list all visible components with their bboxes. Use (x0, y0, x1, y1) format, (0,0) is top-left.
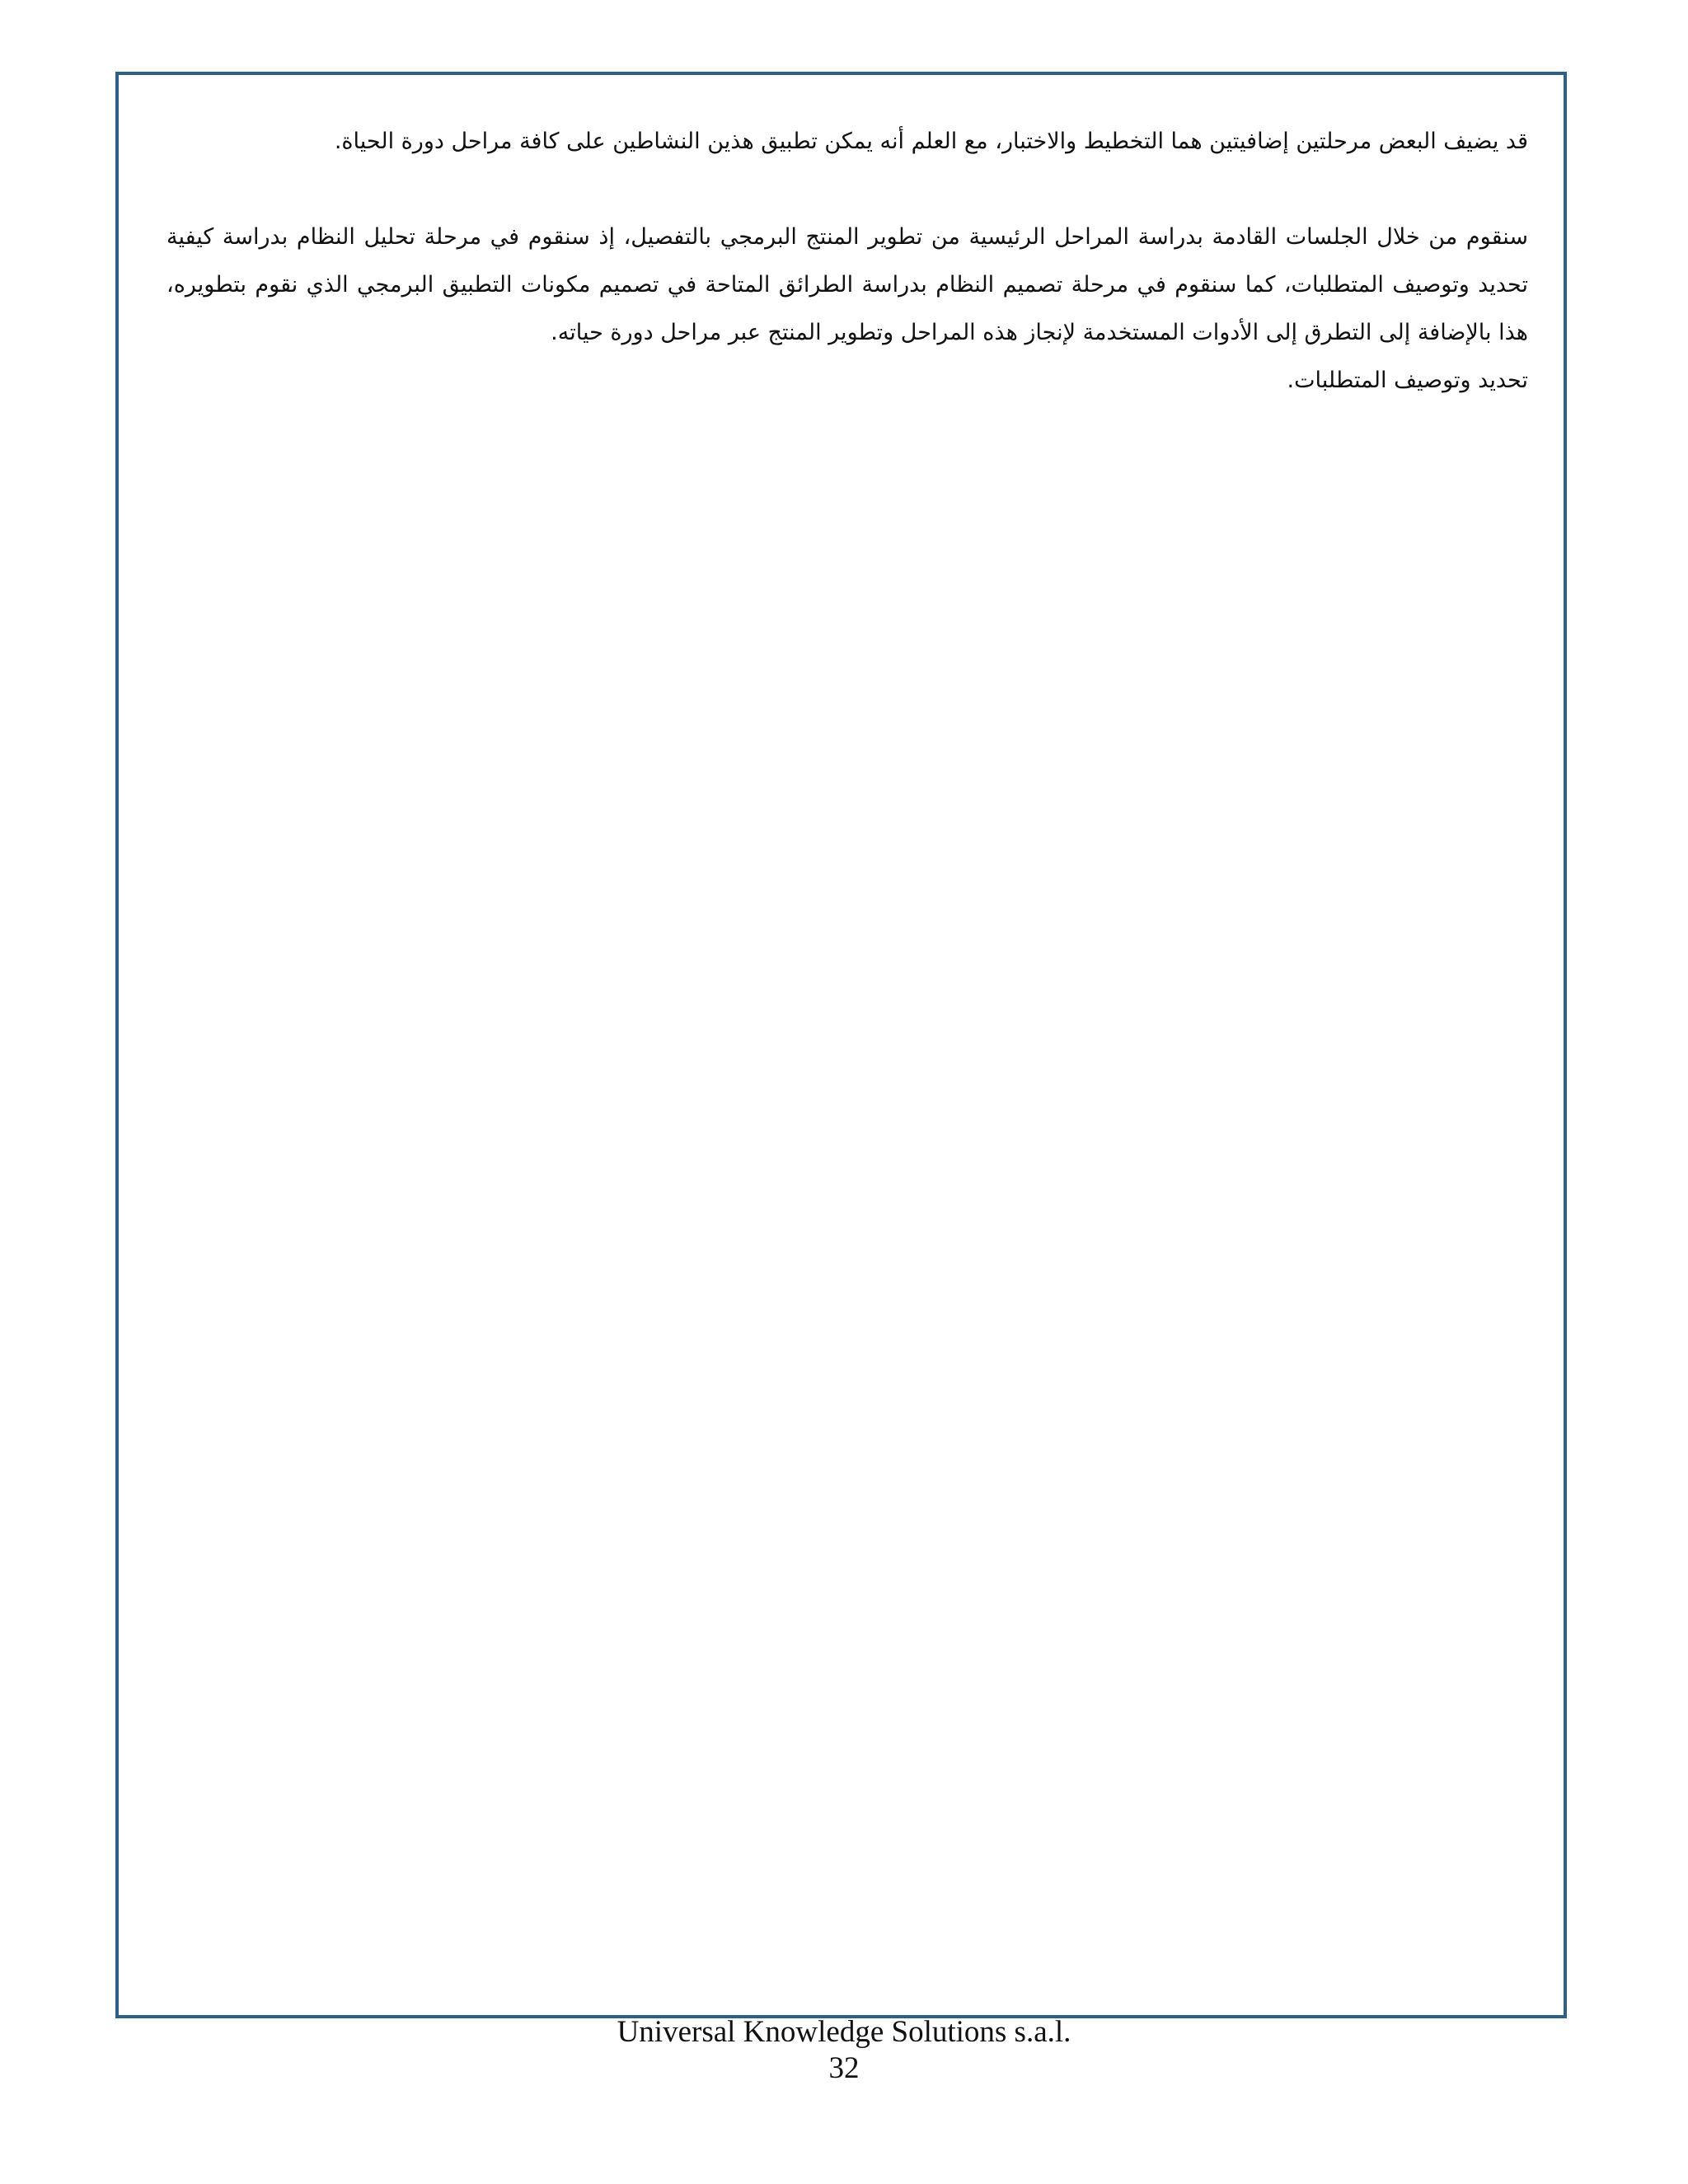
paragraph-additional-phases: قد يضيف البعض مرحلتين إضافيتين هما التخطيط والاختبار، مع العلم أنه يمكن تطبيق هذين النشاطين على كافة مراحل دورة الحياة. (334, 129, 1528, 154)
footer-company-name: Universal Knowledge Solutions s.a.l. (617, 2015, 1071, 2049)
document-body (166, 118, 1528, 405)
paragraph-upcoming-sessions: سنقوم من خلال الجلسات القادمة بدراسة المراحل الرئيسية من تطوير المنتج البرمجي بالتفصيل، إذ سنقوم في مرحلة تحليل النظام بدراسة كيفية تحديد وتوصيف المتطلبات، كما سنقوم في مرحلة تصميم النظام بدراسة الطرائق المتاحة في تصميم مكونات التطبيق البرمجي الذي نقوم بتطويره، هذا بالإضافة إلى التطرق إلى الأدوات المستخدمة لإنجاز هذه المراحل وتطوير المنتج عبر مراحل دورة حياته. (166, 224, 1528, 345)
footer-page-number: 32 (828, 2051, 860, 2085)
section-heading-requirements: تحديد وتوصيف المتطلبات. (1287, 368, 1528, 393)
page-border-frame (115, 72, 1567, 2018)
